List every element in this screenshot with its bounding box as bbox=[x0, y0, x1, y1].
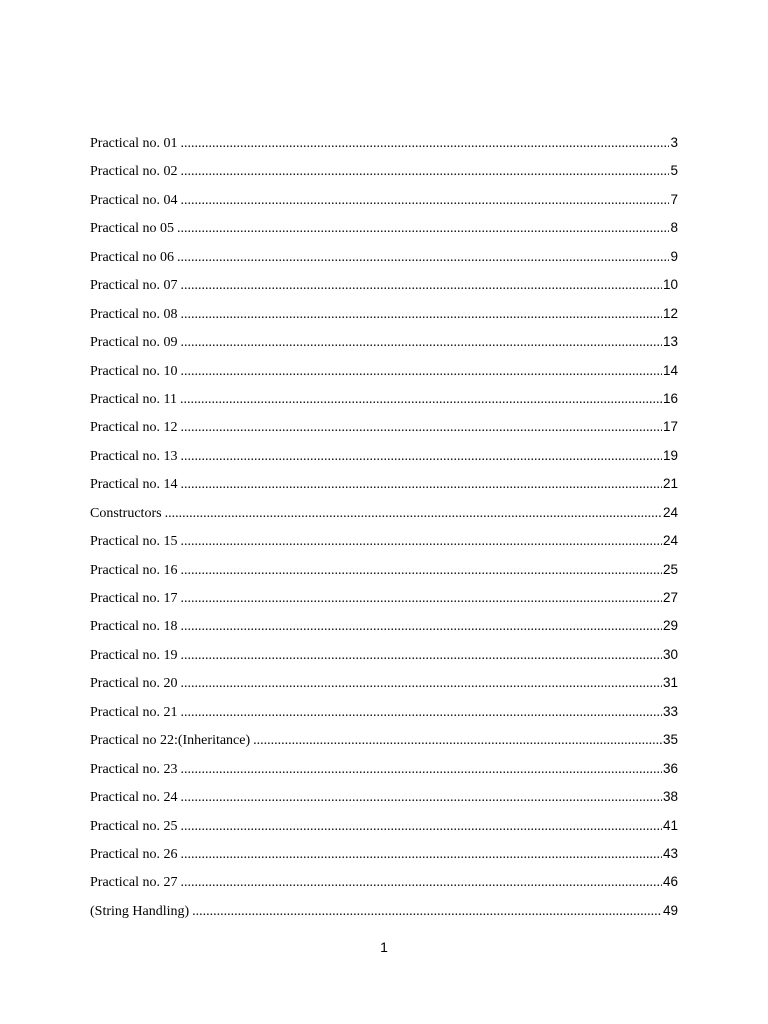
toc-entry-page-number: 29 bbox=[662, 618, 678, 634]
toc-entry-page-number: 21 bbox=[662, 476, 678, 492]
toc-entry[interactable] bbox=[90, 641, 678, 669]
toc-entry-title: Practical no. 23 bbox=[90, 761, 178, 777]
toc-entry-title: Practical no. 01 bbox=[90, 136, 178, 151]
toc-dot-leader bbox=[192, 898, 662, 925]
toc-dot-leader bbox=[177, 244, 670, 271]
toc-dot-leader bbox=[180, 358, 661, 385]
toc-entry[interactable] bbox=[90, 897, 678, 925]
toc-entry-page-number: 43 bbox=[662, 845, 678, 861]
toc-entry-title: Practical no. 19 bbox=[90, 647, 178, 663]
toc-entry-page-number: 25 bbox=[662, 561, 678, 577]
toc-dot-leader bbox=[165, 500, 662, 527]
toc-entry-page-number: 27 bbox=[662, 590, 678, 605]
toc-dot-leader bbox=[180, 329, 661, 356]
toc-entry[interactable] bbox=[90, 186, 678, 214]
toc-entry-page-number: 41 bbox=[662, 817, 678, 833]
toc-dot-leader bbox=[180, 670, 661, 697]
toc-entry[interactable] bbox=[90, 357, 678, 385]
toc-entry[interactable] bbox=[90, 129, 678, 157]
toc-entry-title: Practical no. 12 bbox=[90, 420, 178, 436]
toc-entry[interactable] bbox=[90, 499, 678, 527]
toc-entry-title: (String Handling) bbox=[90, 903, 190, 919]
toc-dot-leader bbox=[180, 471, 661, 498]
toc-entry-page-number: 36 bbox=[662, 760, 678, 776]
toc-dot-leader bbox=[180, 841, 661, 868]
toc-entry[interactable] bbox=[90, 300, 678, 328]
toc-entry-title: Practical no. 04 bbox=[90, 192, 178, 208]
toc-entry-title: Practical no. 10 bbox=[90, 363, 178, 379]
toc-dot-leader bbox=[180, 272, 661, 299]
toc-entry-title: Practical no. 11 bbox=[90, 391, 177, 407]
toc-dot-leader bbox=[180, 130, 669, 157]
toc-entry-title: Practical no 22:(Inheritance) bbox=[90, 733, 251, 749]
toc-entry[interactable] bbox=[90, 584, 678, 612]
toc-dot-leader bbox=[180, 784, 661, 811]
toc-entry[interactable] bbox=[90, 442, 678, 470]
toc-entry[interactable] bbox=[90, 413, 678, 441]
toc-entry-title: Practical no. 20 bbox=[90, 676, 178, 692]
toc-entry-title: Practical no. 16 bbox=[90, 562, 178, 578]
toc-entry-page-number: 35 bbox=[662, 732, 678, 748]
toc-entry-page-number: 30 bbox=[662, 646, 678, 662]
toc-dot-leader bbox=[180, 301, 661, 328]
toc-dot-leader bbox=[180, 187, 669, 214]
toc-entry[interactable] bbox=[90, 698, 678, 726]
toc-entry-page-number: 10 bbox=[662, 277, 678, 293]
toc-dot-leader bbox=[177, 215, 670, 242]
toc-dot-leader bbox=[180, 756, 661, 783]
toc-entry[interactable] bbox=[90, 556, 678, 584]
toc-entry[interactable] bbox=[90, 214, 678, 242]
toc-entry-page-number: 24 bbox=[662, 533, 678, 549]
toc-entry[interactable] bbox=[90, 271, 678, 299]
toc-dot-leader bbox=[180, 557, 661, 584]
toc-entry[interactable] bbox=[90, 669, 678, 697]
toc-dot-leader bbox=[180, 813, 661, 840]
toc-entry-page-number: 17 bbox=[662, 419, 678, 435]
toc-entry-title: Practical no. 25 bbox=[90, 818, 178, 834]
toc-entry-page-number: 13 bbox=[662, 334, 678, 350]
toc-entry-title: Practical no 06 bbox=[90, 249, 174, 265]
toc-entry-page-number: 5 bbox=[670, 163, 678, 179]
toc-entry-title: Practical no. 21 bbox=[90, 704, 178, 720]
toc-entry-page-number: 7 bbox=[670, 191, 678, 207]
toc-dot-leader bbox=[180, 613, 661, 640]
toc-entry-title: Practical no. 09 bbox=[90, 335, 178, 351]
toc-entry-page-number: 14 bbox=[662, 362, 678, 378]
toc-entry[interactable] bbox=[90, 755, 678, 783]
toc-entry-title: Practical no. 13 bbox=[90, 448, 178, 464]
toc-entry-page-number: 38 bbox=[662, 789, 678, 805]
toc-entry[interactable] bbox=[90, 840, 678, 868]
toc-entry-page-number: 8 bbox=[670, 220, 678, 236]
toc-entry[interactable] bbox=[90, 612, 678, 640]
toc-entry[interactable] bbox=[90, 868, 678, 896]
toc-entry-page-number: 31 bbox=[662, 675, 678, 691]
toc-entry-title: Constructors bbox=[90, 505, 162, 521]
toc-entry-title: Practical no. 15 bbox=[90, 534, 178, 550]
toc-entry-page-number: 46 bbox=[662, 874, 678, 890]
toc-dot-leader bbox=[180, 443, 661, 470]
toc-dot-leader bbox=[180, 642, 661, 669]
toc-entry[interactable] bbox=[90, 157, 678, 185]
toc-entry-page-number: 12 bbox=[662, 305, 678, 321]
toc-entry[interactable] bbox=[90, 812, 678, 840]
toc-entry-title: Practical no. 17 bbox=[90, 591, 178, 606]
toc-entry-title: Practical no. 27 bbox=[90, 875, 178, 891]
toc-entry[interactable] bbox=[90, 328, 678, 356]
toc-entry-page-number: 19 bbox=[662, 447, 678, 463]
toc-dot-leader bbox=[253, 727, 662, 754]
toc-entry-title: Practical no. 26 bbox=[90, 846, 178, 862]
toc-entry-title: Practical no 05 bbox=[90, 221, 174, 237]
toc-entry[interactable] bbox=[90, 243, 678, 271]
toc-entry-title: Practical no. 24 bbox=[90, 790, 178, 806]
toc-entry[interactable] bbox=[90, 726, 678, 754]
toc-entry-title: Practical no. 18 bbox=[90, 619, 178, 635]
toc-entry-page-number: 33 bbox=[662, 703, 678, 719]
toc-entry-title: Practical no. 02 bbox=[90, 164, 178, 180]
toc-entry[interactable] bbox=[90, 783, 678, 811]
page-number: 1 bbox=[380, 939, 388, 955]
toc-entry[interactable] bbox=[90, 527, 678, 555]
toc-dot-leader bbox=[180, 386, 662, 413]
toc-dot-leader bbox=[180, 528, 661, 555]
toc-entry-page-number: 49 bbox=[662, 902, 678, 918]
toc-entry-title: Practical no. 14 bbox=[90, 477, 178, 493]
toc-entry[interactable] bbox=[90, 470, 678, 498]
toc-entry-page-number: 24 bbox=[662, 504, 678, 520]
toc-dot-leader bbox=[180, 699, 661, 726]
toc-entry-page-number: 16 bbox=[662, 390, 678, 406]
toc-entry-title: Practical no. 08 bbox=[90, 306, 178, 322]
toc-entry-page-number: 3 bbox=[670, 135, 678, 150]
table-of-contents bbox=[90, 129, 678, 925]
toc-entry-page-number: 9 bbox=[670, 248, 678, 264]
toc-entry-title: Practical no. 07 bbox=[90, 278, 178, 294]
toc-dot-leader bbox=[180, 869, 661, 896]
toc-entry[interactable] bbox=[90, 385, 678, 413]
toc-dot-leader bbox=[180, 585, 661, 612]
toc-dot-leader bbox=[180, 414, 661, 441]
toc-dot-leader bbox=[180, 158, 669, 185]
